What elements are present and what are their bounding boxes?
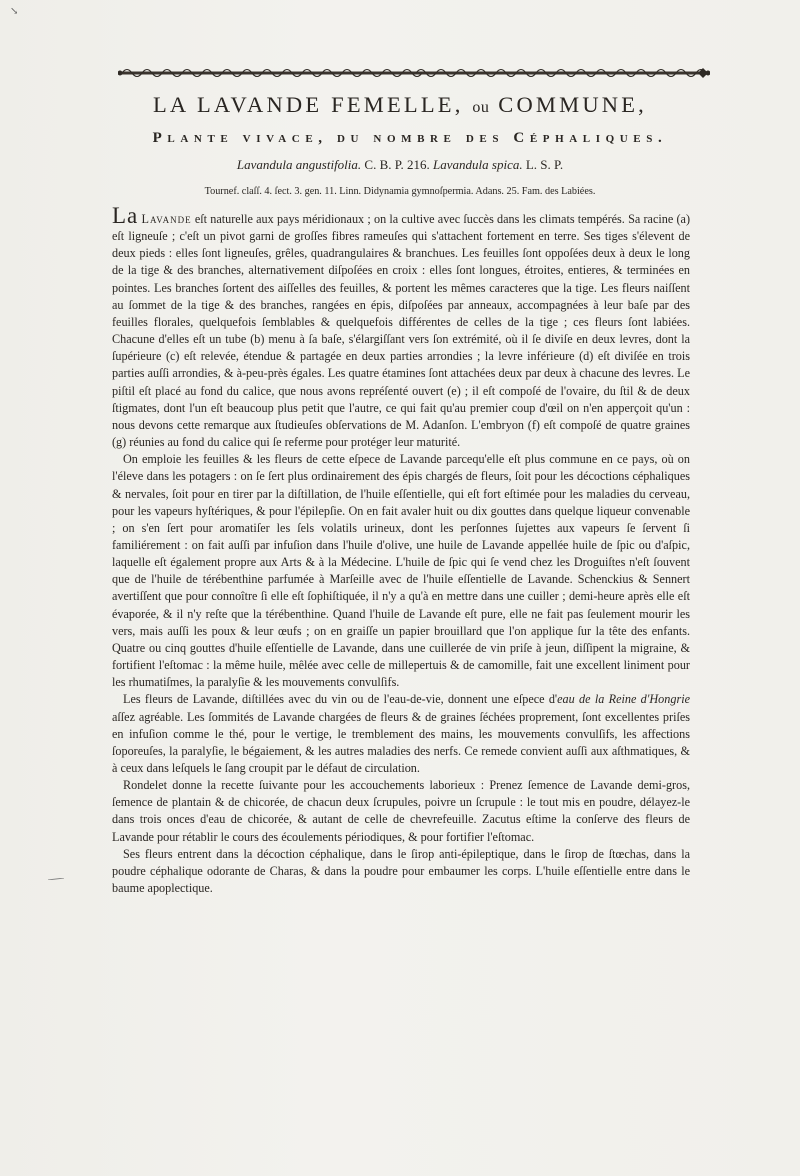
drop-cap: La <box>112 203 139 228</box>
floral-ornament-icon <box>118 66 710 80</box>
paragraph-distillation <box>112 691 690 777</box>
page-title <box>0 92 800 118</box>
page-corner-mark: ↘ <box>10 6 19 17</box>
paragraph-3-text-a: Les fleurs de Lavande, diſtillées avec du vin ou de l'eau-de-vie, donnent une eſpece d' <box>123 692 558 707</box>
paragraph-preparations: Ses fleurs entrent dans la décoction céphalique, dans le ſirop anti-épileptique, dans le ſirop de ſtœchas, dans la poudre céphalique odorante de Charas, & dans la poudre pour embaumer les corps. L'huile eſſentielle entre dans le baume apoplectique. <box>112 846 690 896</box>
paragraph-recipe: Rondelet donne la recette ſuivante pour les accouchements laborieux : Prenez ſemence de Lavande demi-gros, ſemence de plantain & de chicorée, de chacun deux ſcrupules, poivre un ſcrupule : le tout mis en poudre, délayez-le dans trois onces d'eau de chicorée, & autant de celle de chevrefeuille. Zacutus eſtime la conſerve des fleurs de Lavande pour rétablir le cours des écoulements périodiques, & pour fortifier l'eſtomac. <box>112 778 690 844</box>
title-main: LA LAVANDE FEMELLE, <box>152 92 464 117</box>
synonym-ref-1: C. B. P. 216. <box>364 157 430 172</box>
paragraph-uses: On emploie les feuilles & les fleurs de cette eſpece de Lavande parcequ'elle eſt plus commune en ce pays, où on l'éleve dans les potagers : on ſe ſert plus ordinairement des épis chargés de fleurs, ſoit pour les décoctions céphaliques & nervales, ſoit pour en tirer par la diſtillation, de l'huile eſſentielle, qui eſt fort eſtimée pour les maladies du cerveau, pour les vapeurs hyſtériques, & pour l'épilepſie. On en fait avaler huit ou dix gouttes dans quelque liqueur convenable ; on s'en ſert pour aromatiſer les ſels volatils urineux, dont les perſonnes ſujettes aux vapeurs ſe ſervent ſi familiérement : on fait auſſi par infuſion dans l'huile d'olive, une huile de Lavande appellée huile de ſpic ou d'aſpic, laquelle eſt également propre aux Arts & à la Médecine. L'huile de ſpic qui ſe vend chez les Droguiſtes n'eſt ſouvent que de l'huile de térébenthine parfumée à Marſeille avec de l'huile eſſentielle de Lavande. Schenckius & Sennert avertiſſent que pour connoître ſi elle eſt ſophiſtiquée, il n'y a qu'à en mettre dans une cuiller ; demi-heure après elle eſt évaporée, & il n'y reſte que la térébenthine. Quand l'huile de Lavande eſt pure, elle ne fait pas ſeulement mourir les vers, mais auſſi les poux & leur œufs ; on en graiſſe un papier brouillard que l'on applique ſur la tête des enfants. Quatre ou cinq gouttes d'huile eſſentielle de Lavande, dans une cuillerée de vin priſe à jeun, diſſipent la migraine, & fortifient l'eſtomac : la même huile, mêlée avec celle de millepertuis & de camomille, fait une excellent liniment pour les rhumatiſmes, la paralyſie & les mouvements convulſifs. <box>112 452 690 690</box>
paragraph-1-text: eſt naturelle aux pays méridionaux ; on la cultive avec ſuccès dans les climats tempérés. Sa racine (a) eſt ligneuſe ; c'eſt un pivot garni de groſſes fibres rameuſes qui s'attachent fortement en terre. Ses tiges s'élevent de deux pieds : elles ſont ligneuſes, grêles, quadrangulaires & branchues. Les feuilles ſont oppoſées deux à deux le long de la tige & des branches, alternativement diſpoſées en croix : elles ſont longues, étroites, entieres, & terminées en pointes. Les branches ſortent des aiſſelles des feuilles, & portent les mêmes caracteres que la tige. Les fleurs naiſſent au ſommet de la tige & des branches, rangées en épis, diſpoſées par anneaux, accompagnées à leur baſe par des feuilles florales, quelquefois ſemblables & quelquefois différentes de celles de la tige ; ces fleurs ſont labiées. Chacune d'elles eſt un tube (b) menu à ſa baſe, s'élargiſſant vers ſon extrémité, où il ſe diviſe en deux levres, dont la ſupérieure (c) eſt relevée, étendue & partagée en deux parties arrondies ; la levre inférieure (d) eſt diviſée en trois parties auſſi arrondies, & à-peu-près égales. Les quatre étamines ſont attachées deux par deux à chacune des levres. Le piſtil eſt placé au fond du calice, que nous avons repréſenté ouvert (e) ; il eſt compoſé de l'ovaire, du ſtil & de deux ſtigmates, dont l'un eſt beaucoup plus petit que l'autre, ce qui fait qu'au premier coup d'œil on n'en apperçoit qu'un : nous devons cette remarque aux ſtudieuſes obſervations de M. Adanſon. L'embryon (f) eſt compoſé de quatre graines (g) réunies au fond du calice qui ſe referme pour protéger leur maturité. <box>112 212 691 450</box>
classification-line: Tournef. claſſ. 4. ſect. 3. gen. 11. Linn. Didynamia gymnoſpermia. Adans. 25. Fam. des Labiées. <box>204 186 596 197</box>
synonym-ref-2: L. S. P. <box>525 157 564 172</box>
paragraph-head-word: Lavande <box>141 212 192 226</box>
title-end: COMMUNE, <box>498 92 647 117</box>
body-text <box>112 203 691 897</box>
synonym-name-2: Lavandula spica. <box>433 157 523 172</box>
botanical-synonyms <box>0 157 800 173</box>
paragraph-3-italic: eau de la Reine d'Hongrie <box>557 692 690 707</box>
synonym-name-1: Lavandula angustifolia. <box>236 157 362 172</box>
paragraph-3-text-b: aſſez agréable. Les ſommités de Lavande chargées de fleurs & de graines ſéchées proprement, ſont excellentes priſes en infuſion comme le thé, pour le vertige, le tremblement des mains, les mouvements convulſifs, les affections ſoporeuſes, la paralyſie, le bégaiement, & les autres maladies des nerfs. Ce remede convient auſſi aux aſthmatiques, & à ceux dans leſquels le ſang croupit par le défaut de circulation. <box>112 709 690 775</box>
page-subtitle: Plante vivace, du nombre des Céphaliques. <box>152 130 668 146</box>
margin-stroke <box>48 878 64 880</box>
title-ou: ou <box>472 99 490 116</box>
paragraph-description <box>112 203 691 451</box>
